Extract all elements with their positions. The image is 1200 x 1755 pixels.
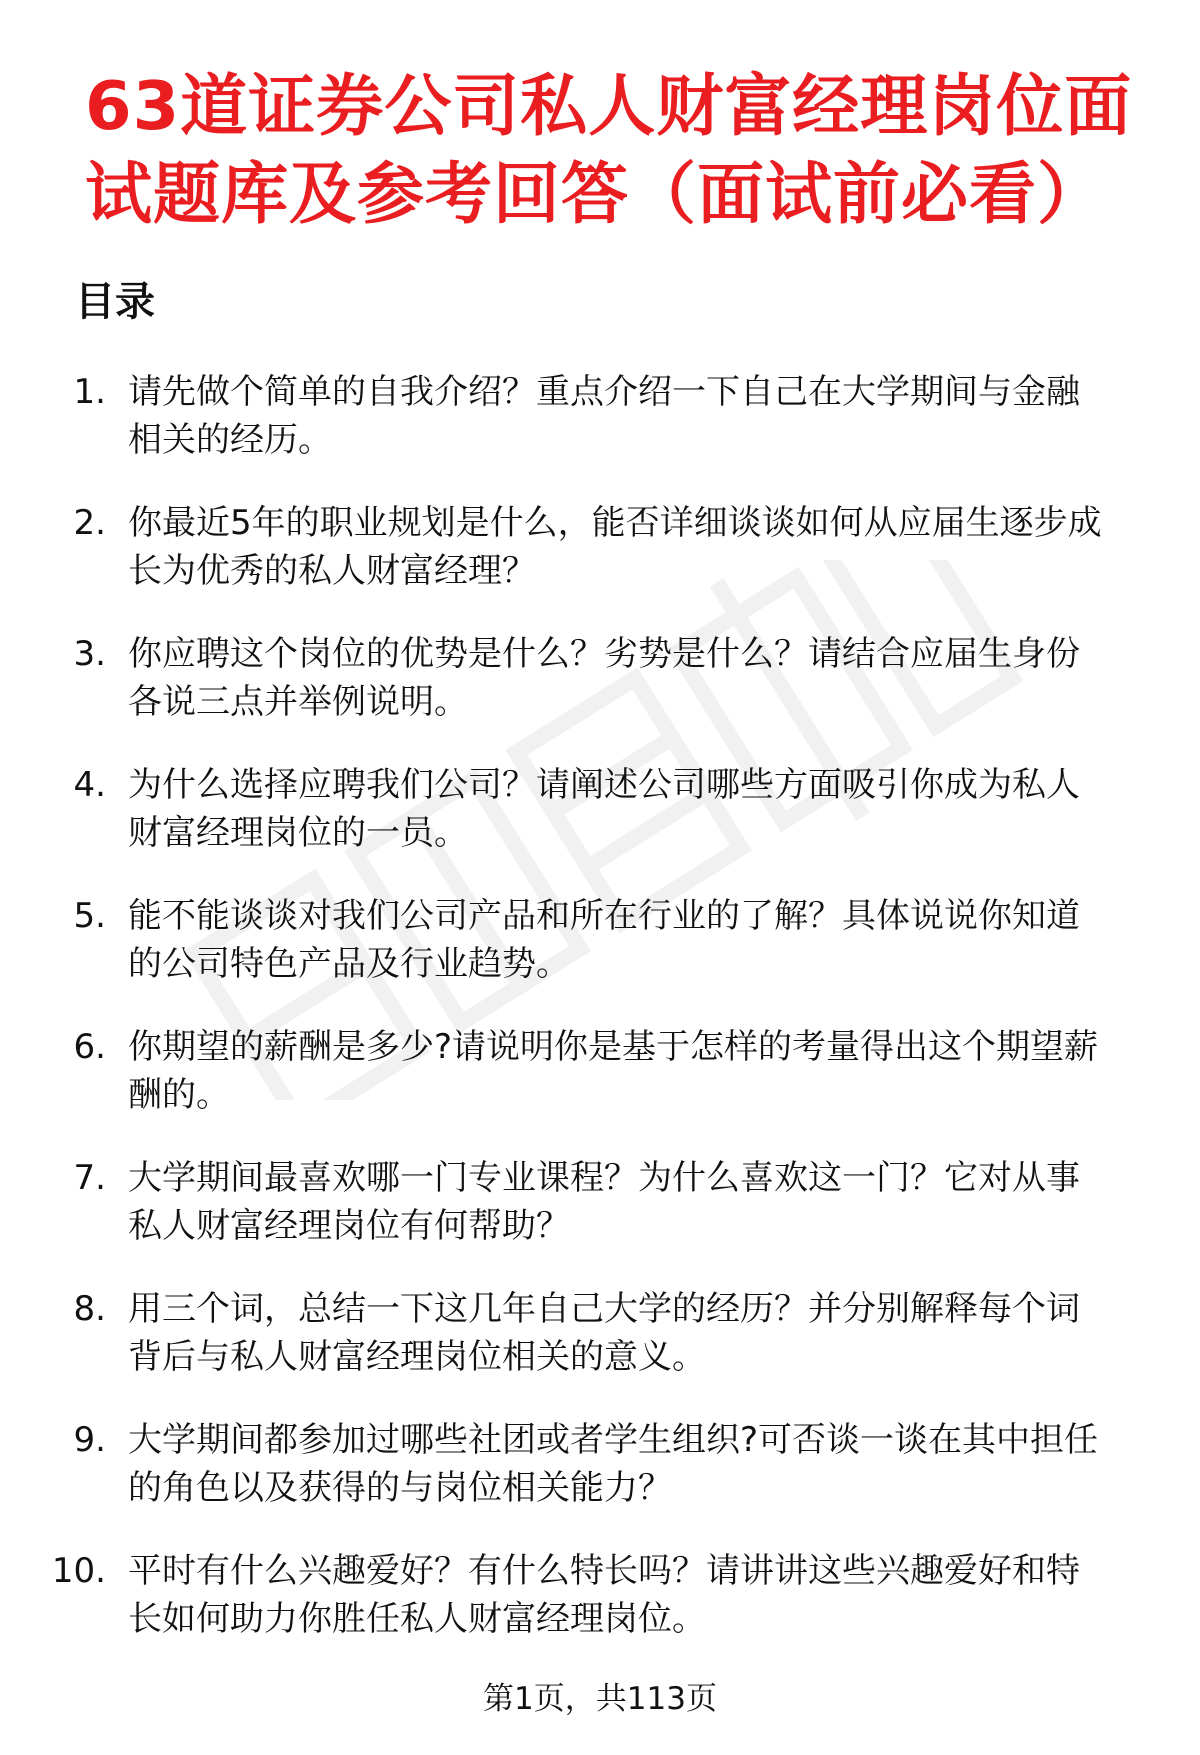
toc-item-text <box>128 1547 1158 1643</box>
toc-item-text <box>128 1416 1158 1512</box>
page-footer: 第1页，共113页 <box>483 1681 717 1717</box>
title-line-2: 试题库及参考回答（面试前必看） <box>85 155 1105 233</box>
toc-item-line: 各说三点并举例说明。 <box>128 682 468 722</box>
toc-item-number: 4. <box>73 765 106 805</box>
toc-item[interactable] <box>0 1154 1200 1285</box>
toc-item[interactable] <box>0 1547 1200 1678</box>
toc-item[interactable] <box>0 499 1200 630</box>
toc-item-text <box>128 1285 1158 1381</box>
toc-item[interactable] <box>0 1416 1200 1547</box>
toc-item-text <box>128 1023 1158 1119</box>
toc-item[interactable] <box>0 761 1200 892</box>
toc-item-line: 酬的。 <box>128 1075 230 1115</box>
toc-item-line: 的角色以及获得的与岗位相关能力？ <box>128 1468 672 1508</box>
toc-item-text <box>128 892 1158 988</box>
toc-item-number: 10. <box>51 1551 106 1591</box>
toc-heading: 目录 <box>75 279 155 325</box>
title-line-1: 63道证券公司私人财富经理岗位面 <box>85 67 1133 145</box>
toc-list <box>0 368 1200 1678</box>
toc-item-line: 平时有什么兴趣爱好？有什么特长吗？请讲讲这些兴趣爱好和特 <box>128 1551 1080 1591</box>
toc-item[interactable] <box>0 1023 1200 1154</box>
toc-item-number: 1. <box>73 372 106 412</box>
toc-item-line: 用三个词，总结一下这几年自己大学的经历？并分别解释每个词 <box>128 1289 1080 1329</box>
toc-item-text <box>128 1154 1158 1250</box>
toc-item[interactable] <box>0 892 1200 1023</box>
toc-item-line: 能不能谈谈对我们公司产品和所在行业的了解？具体说说你知道 <box>128 896 1080 936</box>
toc-item-number: 3. <box>73 634 106 674</box>
toc-item-line: 长为优秀的私人财富经理？ <box>128 551 536 591</box>
toc-item-line: 你应聘这个岗位的优势是什么？劣势是什么？请结合应届生身份 <box>128 634 1080 674</box>
toc-item-text <box>128 761 1158 857</box>
toc-item-line: 长如何助力你胜任私人财富经理岗位。 <box>128 1599 706 1639</box>
toc-item-number: 5. <box>73 896 106 936</box>
toc-item-line: 为什么选择应聘我们公司？请阐述公司哪些方面吸引你成为私人 <box>128 765 1080 805</box>
toc-item-text <box>128 630 1158 726</box>
toc-item-number: 9. <box>73 1420 106 1460</box>
document-title <box>85 62 1145 238</box>
toc-item-number: 7. <box>73 1158 106 1198</box>
toc-item-number: 6. <box>73 1027 106 1067</box>
toc-item-line: 你最近5年的职业规划是什么，能否详细谈谈如何从应届生逐步成 <box>128 503 1102 543</box>
toc-item-line: 你期望的薪酬是多少?请说明你是基于怎样的考量得出这个期望薪 <box>128 1027 1099 1067</box>
toc-item-line: 大学期间都参加过哪些社团或者学生组织?可否谈一谈在其中担任 <box>128 1420 1099 1460</box>
toc-item-number: 8. <box>73 1289 106 1329</box>
toc-item-text <box>128 368 1158 464</box>
toc-item-line: 财富经理岗位的一员。 <box>128 813 468 853</box>
toc-item-line: 私人财富经理岗位有何帮助？ <box>128 1206 570 1246</box>
toc-item-line: 的公司特色产品及行业趋势。 <box>128 944 570 984</box>
toc-item-text <box>128 499 1158 595</box>
toc-item[interactable] <box>0 1285 1200 1416</box>
toc-item-line: 大学期间最喜欢哪一门专业课程？为什么喜欢这一门？它对从事 <box>128 1158 1080 1198</box>
toc-item-line: 请先做个简单的自我介绍？重点介绍一下自己在大学期间与金融 <box>128 372 1080 412</box>
toc-item[interactable] <box>0 630 1200 761</box>
toc-item-line: 相关的经历。 <box>128 420 332 460</box>
toc-item-line: 背后与私人财富经理岗位相关的意义。 <box>128 1337 706 1377</box>
toc-item-number: 2. <box>73 503 106 543</box>
toc-item[interactable] <box>0 368 1200 499</box>
